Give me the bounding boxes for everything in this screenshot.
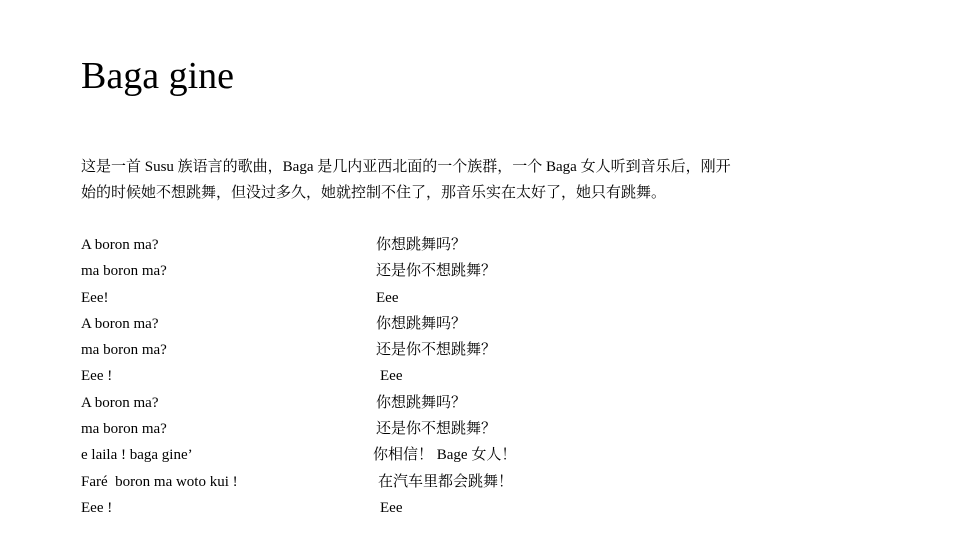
lyric-row — [81, 390, 781, 416]
lyric-translation: 你想跳舞吗？ — [376, 394, 467, 411]
lyric-original: A boron ma? — [81, 237, 159, 253]
lyric-row — [81, 311, 781, 337]
lyric-original: ma boron ma? — [81, 263, 167, 280]
lyric-translation: 还是你不想跳舞？ — [376, 421, 497, 438]
lyric-row — [81, 495, 781, 521]
lyric-row — [81, 337, 781, 363]
lyric-original: Eee ! — [81, 368, 113, 385]
lyric-translation: 你想跳舞吗？ — [376, 315, 467, 332]
lyric-original: A boron ma? — [81, 315, 159, 332]
lyric-original: ma boron ma? — [81, 421, 167, 438]
lyric-original: ma boron ma? — [81, 342, 167, 359]
lyric-row — [81, 258, 781, 284]
lyric-original: e laila ! baga gine’ — [81, 447, 193, 464]
lyric-original: A boron ma? — [81, 394, 159, 411]
lyric-row — [81, 285, 781, 311]
intro-line: 始的时候她不想跳舞，但没过多久，她就控制不住了，那音乐实在太好了，她只有跳舞。 — [81, 185, 667, 201]
lyric-translation: 你相信！ Bage 女人！ — [373, 447, 517, 464]
lyric-translation: 你想跳舞吗？ — [376, 237, 467, 253]
lyric-original: Faré boron ma woto kui ! — [81, 473, 238, 490]
lyric-translation: Eee — [380, 368, 403, 385]
lyric-row — [81, 363, 781, 389]
slide-title: Baga gine — [81, 55, 235, 97]
lyrics-list — [81, 232, 781, 521]
lyric-original: Eee ! — [81, 499, 113, 516]
lyric-row — [81, 416, 781, 442]
lyric-translation: Eee — [376, 289, 399, 306]
lyric-row — [81, 469, 781, 495]
lyric-translation: 在汽车里都会跳舞！ — [378, 473, 514, 490]
intro-paragraph — [81, 154, 881, 206]
lyric-translation: 还是你不想跳舞？ — [376, 263, 497, 280]
lyric-translation: Eee — [380, 499, 403, 516]
lyric-translation: 还是你不想跳舞？ — [376, 342, 497, 359]
lyric-row — [81, 442, 781, 468]
lyric-original: Eee! — [81, 289, 109, 306]
intro-line: 这是一首 Susu 族语言的歌曲，Baga 是几内亚西北面的一个族群，一个 Baga 女人听到音乐后，刚开 — [81, 159, 731, 175]
lyric-row — [81, 232, 781, 258]
